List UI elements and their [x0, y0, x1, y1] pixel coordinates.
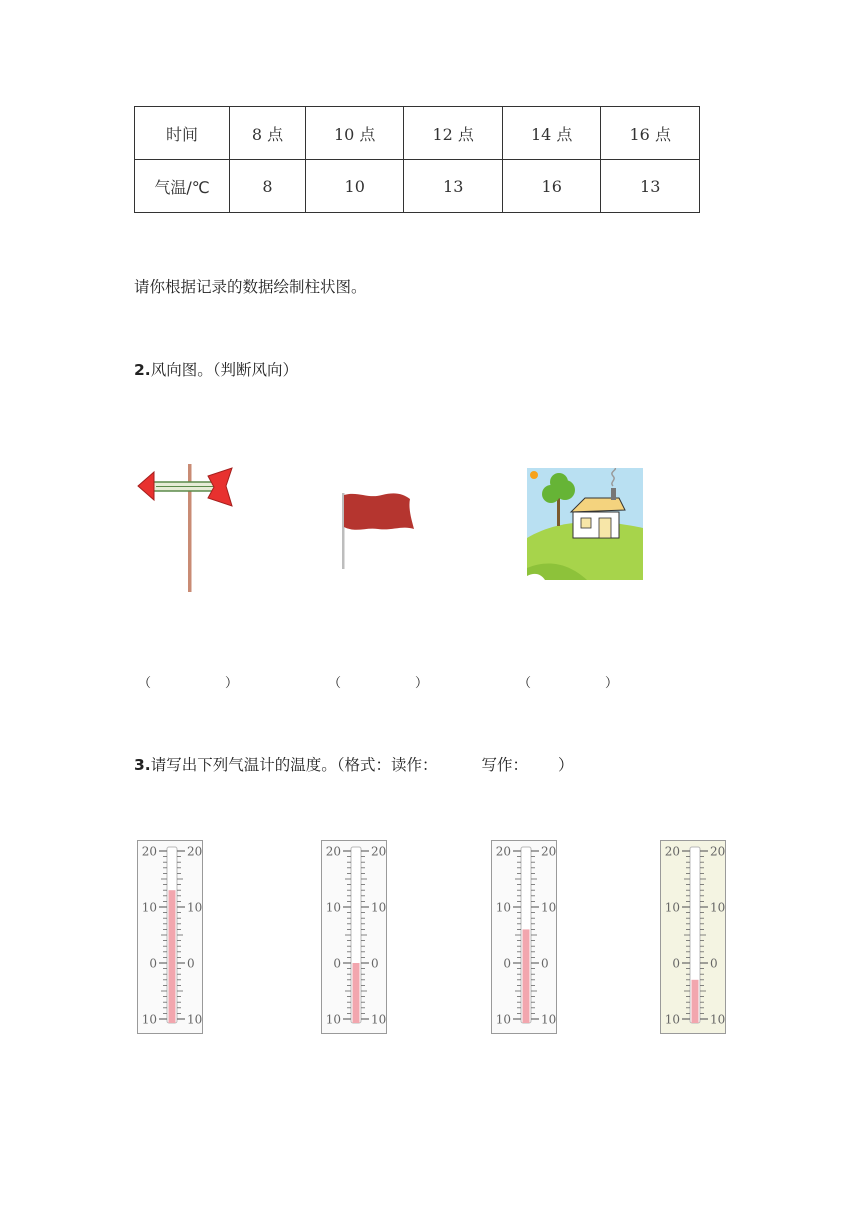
- question-number: 2.: [134, 361, 151, 379]
- temperature-cell: 13: [601, 160, 700, 213]
- scale-label-left: 10: [141, 900, 157, 915]
- scale-label-left: 0: [149, 956, 157, 971]
- scale-label-right: 0: [187, 956, 195, 971]
- scale-label-right: 10: [187, 900, 203, 915]
- thermometer-scale: [492, 841, 558, 1035]
- scale-label-right: 10: [371, 1012, 387, 1027]
- question-text: 请写出下列气温计的温度。（格式：读作：: [150, 756, 438, 774]
- scale-label-left: 20: [141, 844, 157, 859]
- temperature-cell: 16: [502, 160, 601, 213]
- house-scene-icon: [527, 468, 643, 580]
- temperature-cell: 13: [404, 160, 503, 213]
- open-paren: （: [328, 676, 342, 691]
- thermometer-scale: [661, 841, 727, 1035]
- scale-label-left: 0: [672, 956, 680, 971]
- scale-label-right: 10: [371, 900, 387, 915]
- scale-label-right: 10: [541, 1012, 557, 1027]
- scale-label-left: 20: [325, 844, 341, 859]
- open-paren: （: [138, 676, 152, 691]
- scale-label-right: 10: [187, 1012, 203, 1027]
- mercury-column: [523, 929, 530, 1023]
- scale-label-right: 10: [710, 1012, 726, 1027]
- scale-label-left: 20: [495, 844, 511, 859]
- scale-label-right: 20: [710, 844, 726, 859]
- scale-label-left: 10: [325, 900, 341, 915]
- scale-label-right: 20: [541, 844, 557, 859]
- thermometer-4: [660, 840, 726, 1034]
- answer-blank-1[interactable]: [138, 672, 238, 691]
- close-paren: ）: [415, 676, 429, 691]
- time-row: [135, 107, 700, 160]
- scale-label-right: 10: [541, 900, 557, 915]
- close-paren: ）: [605, 676, 619, 691]
- scale-label-left: 10: [664, 1012, 680, 1027]
- scale-label-right: 20: [371, 844, 387, 859]
- time-cell: 10 点: [305, 107, 404, 160]
- time-header: 时间: [135, 107, 230, 160]
- temperature-cell: 10: [305, 160, 404, 213]
- scale-label-right: 0: [710, 956, 718, 971]
- time-cell: 14 点: [502, 107, 601, 160]
- time-cell: 12 点: [404, 107, 503, 160]
- question-3-title: [134, 753, 573, 775]
- thermometer-3: [491, 840, 557, 1034]
- thermometer-scale: [322, 841, 388, 1035]
- scale-label-left: 0: [503, 956, 511, 971]
- scale-label-left: 10: [664, 900, 680, 915]
- bar-chart-instruction: 请你根据记录的数据绘制柱状图。: [134, 278, 367, 296]
- temperature-header: 气温/℃: [135, 160, 230, 213]
- scale-label-left: 20: [664, 844, 680, 859]
- question-text: 风向图。（判断风向）: [150, 361, 298, 379]
- time-cell: 8 点: [230, 107, 306, 160]
- temperature-row: [135, 160, 700, 213]
- scale-label-right: 0: [541, 956, 549, 971]
- scale-label-left: 10: [495, 1012, 511, 1027]
- time-cell: 16 点: [601, 107, 700, 160]
- answer-blank-3[interactable]: [518, 672, 618, 691]
- thermometer-scale: [138, 841, 204, 1035]
- thermometer-1: [137, 840, 203, 1034]
- mercury-column: [353, 963, 360, 1023]
- scale-label-left: 10: [325, 1012, 341, 1027]
- answer-blank-2[interactable]: [328, 672, 428, 691]
- scale-label-right: 20: [187, 844, 203, 859]
- temperature-table: [134, 106, 700, 213]
- close-paren: ）: [557, 756, 574, 774]
- open-paren: （: [518, 676, 532, 691]
- question-number: 3.: [134, 756, 151, 774]
- thermometer-2: [321, 840, 387, 1034]
- flag-icon: [338, 487, 418, 571]
- mercury-column: [169, 890, 176, 1023]
- close-paren: ）: [225, 676, 239, 691]
- write-label: 写作：: [481, 756, 528, 774]
- temperature-cell: 8: [230, 160, 306, 213]
- scale-label-right: 0: [371, 956, 379, 971]
- wind-vane-icon: [134, 460, 236, 596]
- scale-label-left: 0: [333, 956, 341, 971]
- scale-label-right: 10: [710, 900, 726, 915]
- scale-label-left: 10: [141, 1012, 157, 1027]
- scale-label-left: 10: [495, 900, 511, 915]
- mercury-column: [692, 980, 699, 1023]
- question-2-title: [134, 358, 298, 380]
